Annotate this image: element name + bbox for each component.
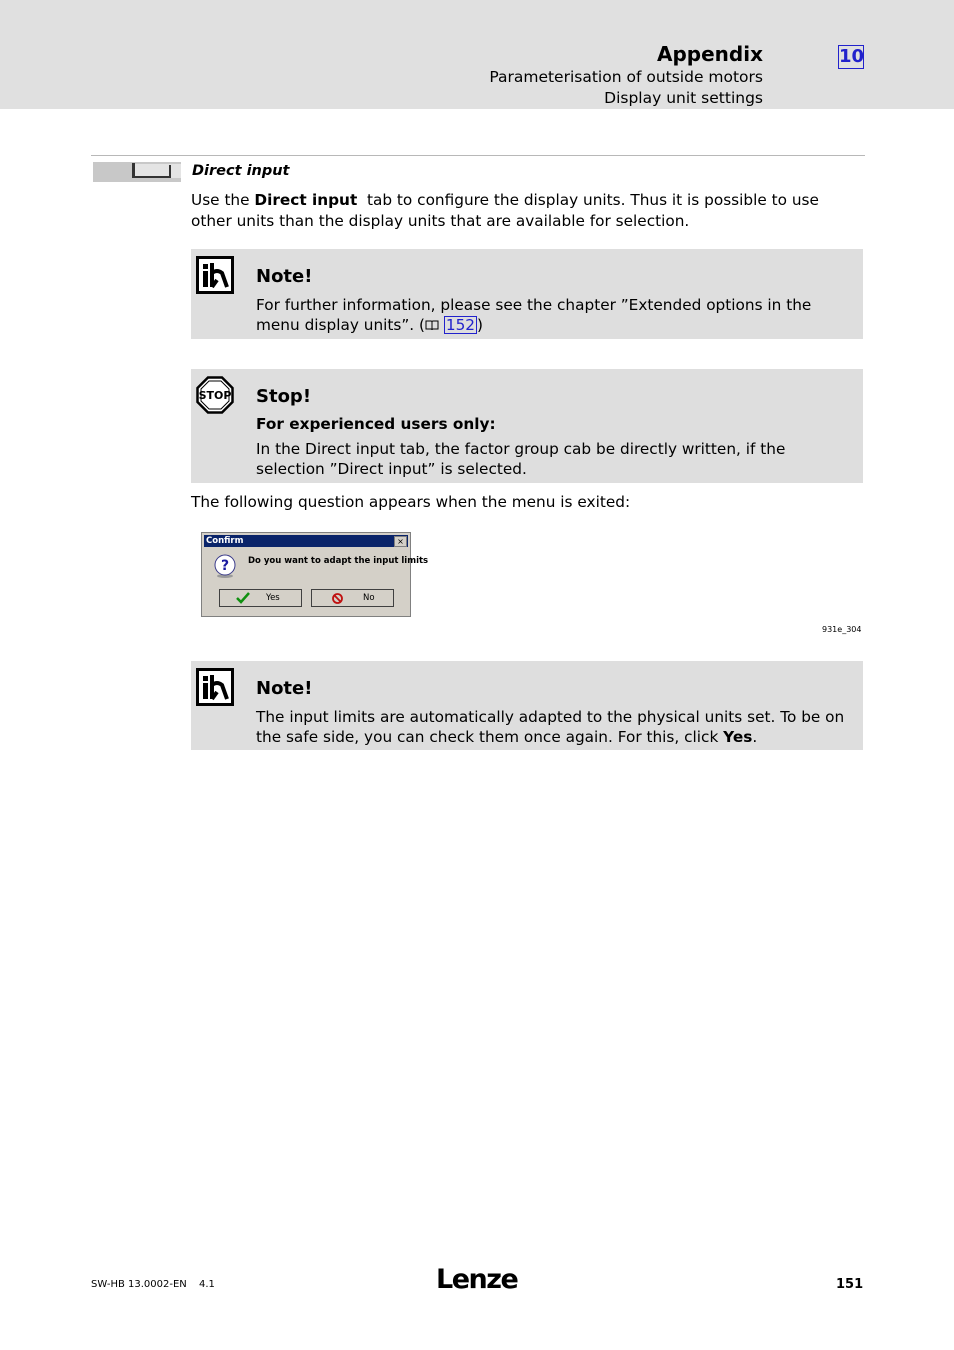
stop-sign-icon: [196, 376, 234, 414]
note-text-2: [256, 707, 858, 747]
confirm-dialog: [201, 532, 429, 617]
lenze-logo: Lenze: [436, 1264, 518, 1295]
intro-paragraph: [191, 190, 863, 232]
stop-heading: Stop!: [256, 386, 312, 407]
note-2-end: .: [752, 728, 758, 746]
dialog-close-button[interactable]: ×: [394, 536, 407, 547]
header-subtitle-section: Display unit settings: [604, 89, 763, 107]
chapter-number-link[interactable]: 10: [839, 46, 865, 67]
note-box: [191, 249, 863, 339]
stop-text: In the Direct input tab, the factor group cab be directly written, if the selection ”Direct input” is selected.: [256, 440, 786, 478]
svg-text:STOP: STOP: [198, 389, 232, 402]
page-number: 151: [836, 1277, 864, 1292]
note-2-body: The input limits are automatically adapted to the physical units set. To be on the safe side, you can check them once again. For this, click: [256, 708, 845, 746]
info-icon: [196, 668, 234, 706]
footer-document-id: SW-HB 13.0002-EN: [91, 1279, 187, 1290]
page-reference-link[interactable]: 152: [445, 316, 476, 334]
stop-box: [191, 369, 863, 483]
book-icon: [425, 320, 439, 331]
dialog-title: Confirm: [206, 536, 244, 546]
yes-button[interactable]: [219, 589, 302, 607]
note-text: [256, 295, 858, 335]
section-title: Direct input: [192, 163, 290, 179]
question-icon: [213, 554, 237, 578]
svg-text:?: ?: [220, 558, 230, 574]
note-text-close: ): [477, 316, 484, 334]
checkmark-icon: [236, 592, 250, 604]
footer-version: 4.1: [199, 1279, 215, 1290]
note-box-2: [191, 661, 863, 750]
info-icon: [196, 256, 234, 294]
dialog-message: Do you want to adapt the input limits: [248, 556, 429, 566]
note-text-body: For further information, please see the chapter ”Extended options in the menu display units”. (: [256, 296, 812, 334]
no-button[interactable]: [311, 589, 394, 607]
no-label: No: [363, 593, 375, 603]
note-heading: Note!: [256, 266, 313, 287]
intro-text-start: Use the: [191, 191, 255, 209]
stop-subheading: For experienced users only:: [256, 415, 496, 433]
intro-tab-name: Direct input: [254, 191, 358, 209]
section-divider: [91, 155, 865, 156]
yes-label: Yes: [266, 593, 280, 603]
intro-text-rest: tab to configure the display units. Thus it is possible to use other units than the display units that are available for selection.: [191, 191, 824, 230]
note-heading-2: Note!: [256, 678, 313, 699]
no-entry-icon: [332, 593, 343, 604]
page-header: [0, 0, 954, 109]
header-title: Appendix: [657, 42, 763, 66]
note-2-yes: Yes: [723, 728, 753, 746]
section-marker-icon: [93, 162, 181, 182]
header-subtitle-chapter: Parameterisation of outside motors: [489, 68, 763, 86]
dialog-title-bar: [204, 535, 408, 547]
question-intro: The following question appears when the menu is exited:: [191, 493, 631, 511]
figure-id: 931e_304: [822, 625, 862, 634]
